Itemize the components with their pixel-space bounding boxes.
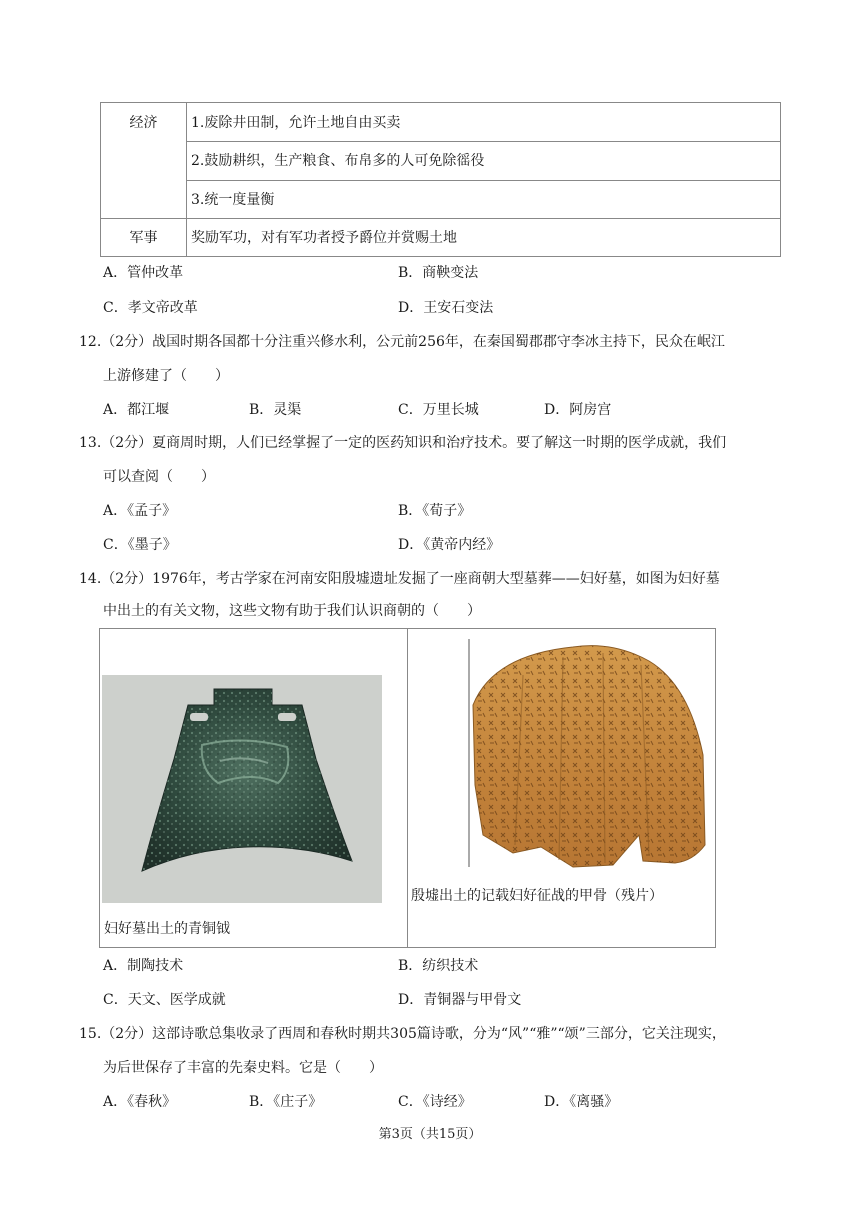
q15-stem-line2: 为后世保存了丰富的先秦史料。它是（ ）: [103, 1060, 383, 1076]
q12-stem-line1: 12.（2分）战国时期各国都十分注重兴修水利，公元前256年，在秦国蜀郡郡守李冰主持下，民众在岷江: [79, 334, 725, 350]
q14-option-d[interactable]: D．青铜器与甲骨文: [398, 992, 522, 1008]
row-label-military: 军事: [129, 230, 158, 246]
oracle-bone-image: [463, 635, 711, 871]
q15-option-c[interactable]: C．《诗经》: [398, 1094, 472, 1110]
table-cell: 奖励军功，对有军功者授予爵位并赏赐土地: [191, 230, 457, 246]
table-divider: [101, 218, 780, 219]
q12-option-d[interactable]: D．阿房宫: [544, 402, 612, 418]
q14-stem-line1: 14.（2分）1976年，考古学家在河南安阳殷墟遗址发掘了一座商朝大型墓葬——妇好墓，如图为妇好墓: [79, 571, 720, 587]
q13-option-c[interactable]: C．《墨子》: [103, 537, 177, 553]
q12-option-b[interactable]: B．灵渠: [249, 402, 302, 418]
table-divider: [186, 141, 780, 142]
q14-option-b[interactable]: B．纺织技术: [398, 958, 479, 974]
q13-stem-line2: 可以查阅（ ）: [103, 469, 215, 485]
q14-option-c[interactable]: C．天文、医学成就: [103, 992, 226, 1008]
bronze-yue-axe-image: [102, 675, 382, 903]
q11-option-b[interactable]: B．商鞅变法: [398, 265, 479, 281]
reform-table: [100, 102, 781, 257]
q11-option-a[interactable]: A．管仲改革: [103, 265, 184, 281]
q15-option-b[interactable]: B．《庄子》: [249, 1094, 323, 1110]
caption-oracle-bone: 殷墟出土的记载妇好征战的甲骨（残片）: [411, 888, 663, 904]
q15-option-a[interactable]: A．《春秋》: [103, 1094, 177, 1110]
page-footer: 第3页（共15页）: [378, 1127, 482, 1142]
q12-option-c[interactable]: C．万里长城: [398, 402, 479, 418]
q12-stem-line2: 上游修建了（ ）: [103, 368, 229, 384]
table-divider: [407, 629, 408, 947]
table-cell: 3.统一度量衡: [191, 192, 275, 208]
q13-option-d[interactable]: D．《黄帝内经》: [398, 537, 501, 553]
table-cell: 1.废除井田制，允许土地自由买卖: [191, 115, 401, 131]
q13-option-a[interactable]: A．《孟子》: [103, 503, 177, 519]
q13-option-b[interactable]: B．《荀子》: [398, 503, 472, 519]
q15-stem-line1: 15.（2分）这部诗歌总集收录了西周和春秋时期共305篇诗歌，分为“风”“雅”“颂”三部分，它关注现实，: [79, 1026, 726, 1042]
table-divider: [186, 180, 780, 181]
table-cell: 2.鼓励耕织，生产粮食、布帛多的人可免除徭役: [191, 153, 485, 169]
row-label-economy: 经济: [129, 115, 158, 131]
artifact-table: [99, 628, 716, 948]
q11-option-c[interactable]: C．孝文帝改革: [103, 300, 198, 316]
q14-option-a[interactable]: A．制陶技术: [103, 958, 184, 974]
q14-stem-line2: 中出土的有关文物，这些文物有助于我们认识商朝的（ ）: [103, 603, 481, 619]
q12-option-a[interactable]: A．都江堰: [103, 402, 170, 418]
q11-option-d[interactable]: D．王安石变法: [398, 300, 494, 316]
q13-stem-line1: 13.（2分）夏商周时期，人们已经掌握了一定的医药知识和治疗技术。要了解这一时期的医学成就，我们: [79, 435, 727, 451]
q15-option-d[interactable]: D．《离骚》: [544, 1094, 619, 1110]
caption-bronze-yue: 妇好墓出土的青铜钺: [104, 921, 230, 937]
